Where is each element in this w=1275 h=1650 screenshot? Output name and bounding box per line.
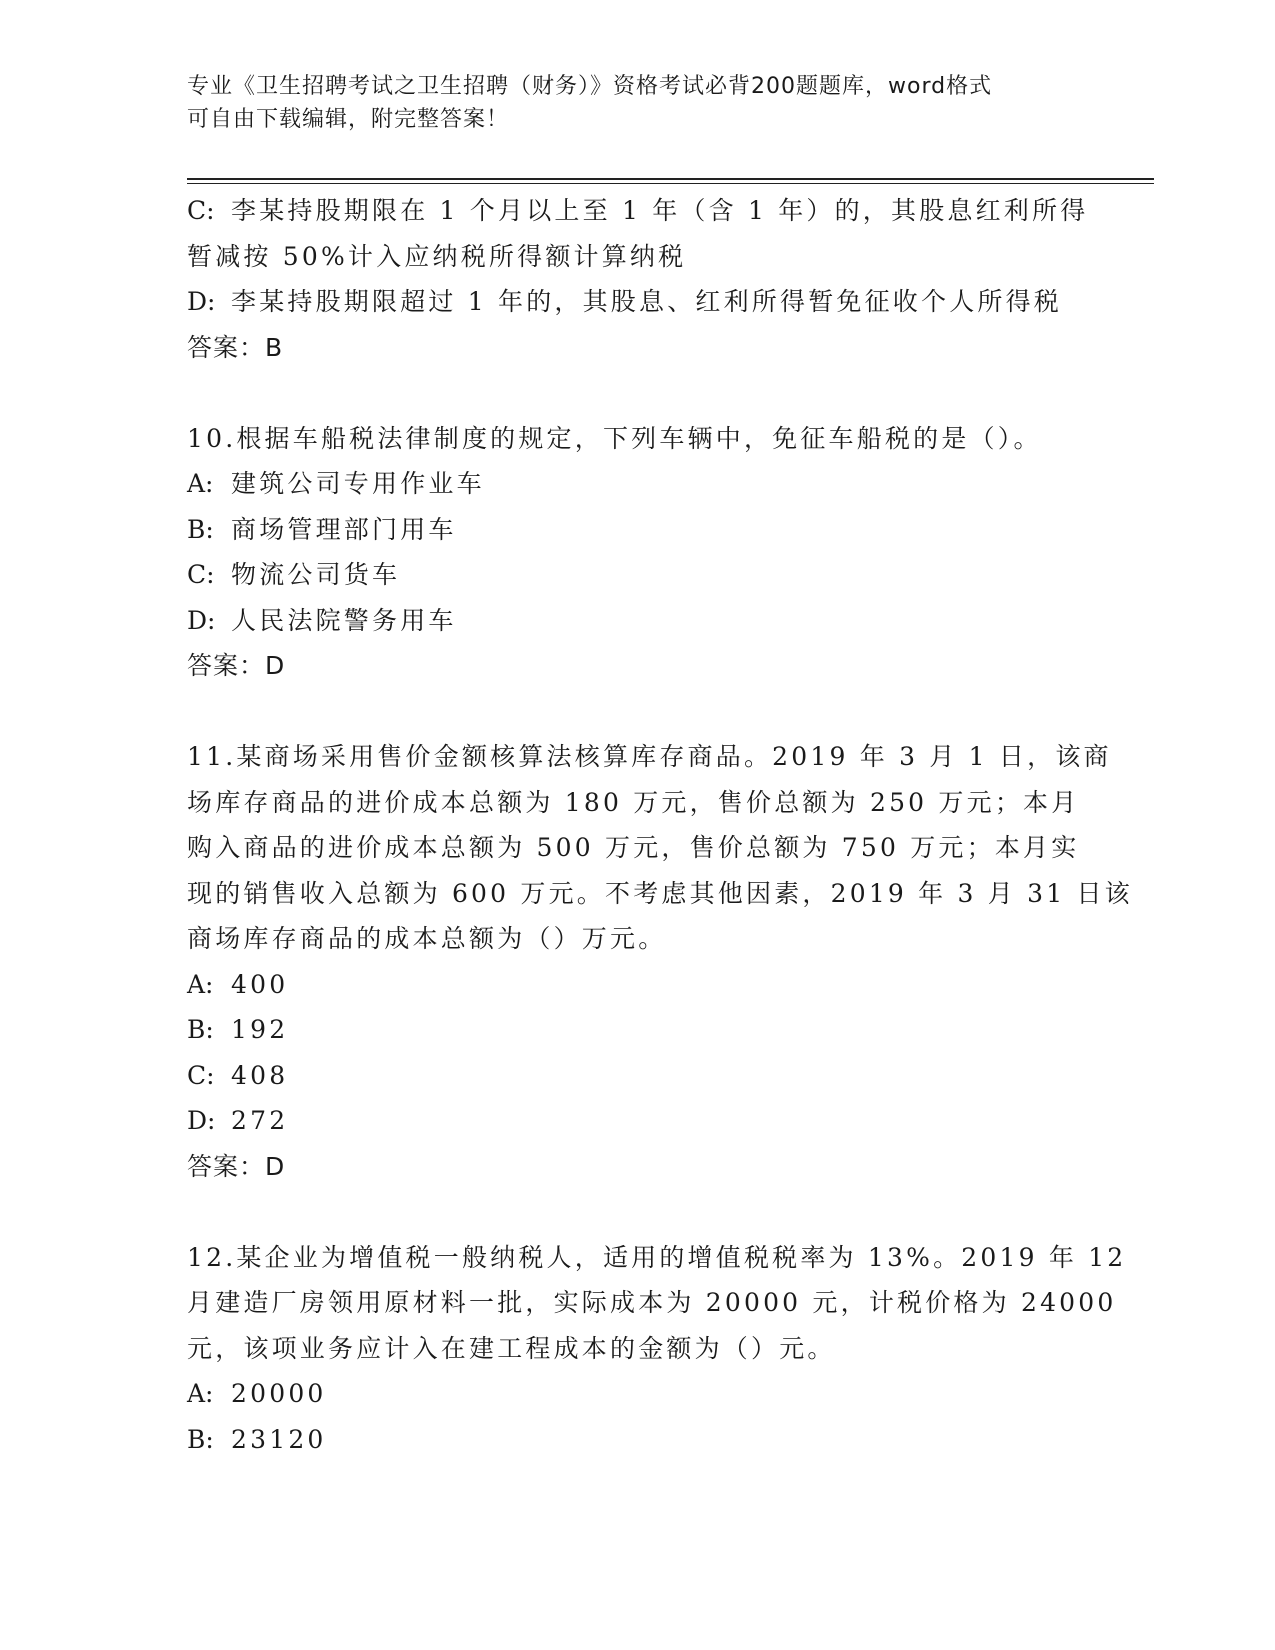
question-9: [187, 188, 1087, 370]
header-divider-thin: [187, 183, 1154, 184]
option-label: B:: [187, 1424, 214, 1454]
option-text: 商场管理部门用车: [231, 514, 457, 544]
question-stem-line: 月建造厂房领用原材料一批，实际成本为 20000 元，计税价格为 24000: [187, 1288, 1117, 1317]
option-d: [187, 598, 1087, 644]
option-label: B:: [187, 514, 214, 544]
option-text: 李某持股期限在 1 个月以上至 1 年（含 1 年）的，其股息红利所得: [231, 196, 1089, 225]
spacer: [187, 689, 1087, 735]
option-c: [187, 188, 1087, 234]
option-text: 408: [231, 1060, 289, 1090]
option-a: [187, 962, 1087, 1008]
answer: 答案：B: [187, 332, 284, 362]
option-label: C:: [187, 1060, 215, 1090]
option-b: [187, 507, 1087, 553]
option-label: A:: [187, 969, 214, 999]
option-text: 人民法院警务用车: [231, 605, 457, 635]
question-stem: 10.根据车船税法律制度的规定，下列车辆中，免征车船税的是（）。: [187, 423, 1042, 453]
option-b: [187, 1417, 1087, 1463]
question-stem-line: 元，该项业务应计入在建工程成本的金额为（）元。: [187, 1333, 836, 1363]
header-divider-thick: [187, 178, 1154, 180]
option-a: [187, 1371, 1087, 1417]
question-stem-line: 购入商品的进价成本总额为 500 万元，售价总额为 750 万元；本月实: [187, 833, 1080, 862]
option-b: [187, 1007, 1087, 1053]
answer: 答案：D: [187, 651, 286, 680]
question-stem-line: 11.某商场采用售价金额核算法核算库存商品。2019 年 3 月 1 日，该商: [187, 742, 1112, 771]
option-c-continuation: 暂减按 50%计入应纳税所得额计算纳税: [187, 241, 687, 271]
question-12: [187, 1235, 1127, 1463]
option-label: C:: [187, 560, 215, 589]
question-stem-line: 12.某企业为增值税一般纳税人，适用的增值税税率为 13%。2019 年 12: [187, 1242, 1127, 1272]
option-text: 192: [231, 1015, 289, 1044]
option-text: 物流公司货车: [231, 560, 401, 589]
option-a: [187, 461, 1087, 507]
option-text: 建筑公司专用作业车: [231, 469, 485, 498]
question-11: [187, 734, 1133, 1189]
option-label: C:: [187, 196, 215, 225]
option-c: [187, 552, 1087, 598]
question-stem-line: 商场库存商品的成本总额为（）万元。: [187, 924, 667, 953]
question-list: [187, 188, 1133, 1462]
question-stem-line: 现的销售收入总额为 600 万元。不考虑其他因素，2019 年 3 月 31 日该: [187, 878, 1133, 908]
spacer: [187, 1189, 1087, 1235]
header-title-line-1: 专业《卫生招聘考试之卫生招聘（财务）》资格考试必背200题题库，word格式: [187, 74, 993, 99]
option-text: 400: [231, 969, 289, 999]
option-label: D:: [187, 287, 216, 316]
option-label: D:: [187, 605, 216, 635]
option-label: A:: [187, 1379, 214, 1408]
option-text: 23120: [231, 1424, 327, 1454]
option-c: [187, 1053, 1087, 1099]
answer: 答案：D: [187, 1151, 286, 1181]
question-stem-line: 场库存商品的进价成本总额为 180 万元，售价总额为 250 万元；本月: [187, 787, 1080, 817]
option-text: 李某持股期限超过 1 年的，其股息、红利所得暂免征收个人所得税: [231, 287, 1063, 316]
spacer: [187, 370, 1087, 416]
option-label: B:: [187, 1015, 214, 1044]
option-text: 272: [231, 1106, 289, 1135]
document-header: [187, 70, 1067, 136]
header-title-line-2: 可自由下载编辑，附完整答案！: [187, 107, 510, 132]
option-text: 20000: [231, 1379, 327, 1408]
option-label: D:: [187, 1106, 216, 1135]
option-d: [187, 279, 1087, 325]
question-10: [187, 416, 1087, 689]
option-d: [187, 1098, 1087, 1144]
option-label: A:: [187, 469, 214, 498]
